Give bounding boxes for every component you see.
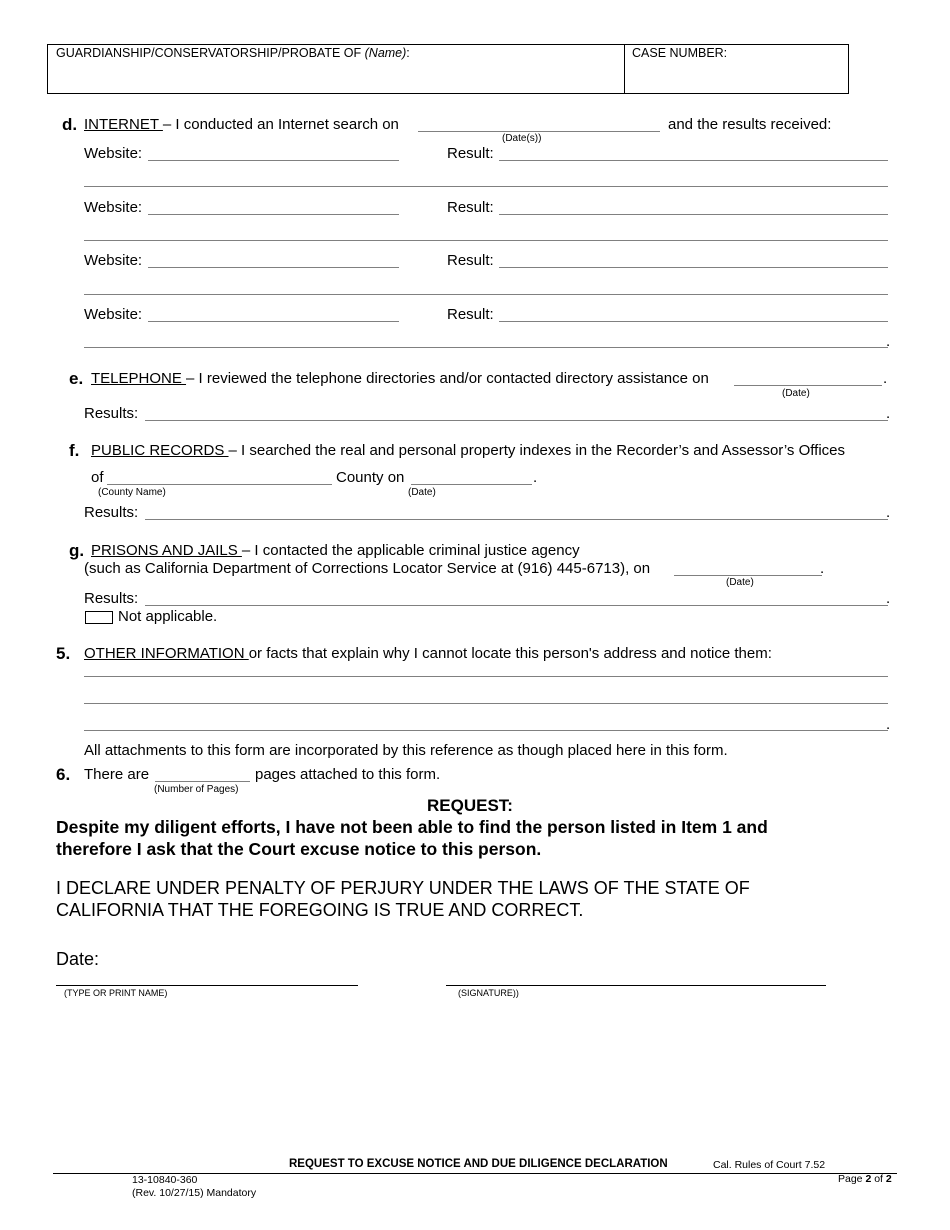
print-name-caption: (TYPE OR PRINT NAME) [64, 988, 168, 998]
page-current: 2 [865, 1173, 872, 1185]
other-information-line[interactable] [84, 730, 888, 731]
declaration-line-2: CALIFORNIA THAT THE FOREGOING IS TRUE AND CORRECT. [56, 900, 584, 920]
website-field[interactable] [148, 214, 399, 215]
website-field[interactable] [148, 160, 399, 161]
item-f-text: – I searched the real and personal property indexes in the Recorder’s and Assessor’s Offices [228, 442, 845, 459]
caption-box [47, 44, 849, 94]
item-5-number: 5. [56, 644, 71, 663]
result-field[interactable] [499, 160, 888, 161]
item-g-letter: g. [69, 541, 85, 560]
website-label: Website: [84, 306, 143, 323]
item-e-letter: e. [69, 369, 84, 388]
caption-prefix: GUARDIANSHIP/CONSERVATORSHIP/PROBATE OF [56, 46, 365, 60]
item-g-text: – I contacted the applicable criminal justice agency [241, 542, 580, 559]
period: . [886, 333, 891, 350]
form-revision: (Rev. 10/27/15) Mandatory [132, 1187, 257, 1199]
item-5-line [84, 645, 772, 662]
telephone-results-label: Results: [84, 405, 139, 422]
telephone-date-caption: (Date) [782, 388, 810, 399]
prisons-results-label: Results: [84, 590, 139, 607]
signature-caption: (SIGNATURE)) [458, 988, 519, 998]
website-label: Website: [84, 145, 143, 162]
telephone-results-field[interactable] [145, 420, 888, 421]
form-number: 13-10840-360 [132, 1174, 198, 1186]
period: . [886, 405, 891, 422]
public-records-date-field[interactable] [411, 484, 532, 485]
result-continuation-line[interactable] [84, 240, 888, 241]
case-number-label: CASE NUMBER: [632, 46, 728, 60]
item-f-letter: f. [69, 441, 80, 460]
period: . [820, 560, 825, 577]
county-name-caption: (County Name) [98, 487, 166, 498]
caption-name-hint: (Name) [364, 46, 407, 60]
result-label: Result: [447, 145, 494, 162]
page-prefix: Page [838, 1173, 866, 1185]
period: . [886, 590, 891, 607]
public-records-results-label: Results: [84, 504, 139, 521]
result-field[interactable] [499, 321, 888, 322]
date-label: Date: [56, 949, 100, 969]
page-indicator [838, 1173, 892, 1185]
public-records-date-caption: (Date) [408, 487, 436, 498]
item-6-suffix: pages attached to this form. [255, 766, 441, 783]
website-field[interactable] [148, 321, 399, 322]
prisons-results-field[interactable] [145, 605, 888, 606]
item-g-line [91, 542, 580, 559]
result-continuation-line[interactable] [84, 294, 888, 295]
period: . [886, 716, 891, 733]
result-continuation-line[interactable] [84, 347, 888, 348]
signature-field[interactable] [446, 985, 826, 986]
print-name-field[interactable] [56, 985, 358, 986]
request-line-1: Despite my diligent efforts, I have not been able to find the person listed in Item 1 and [56, 817, 768, 837]
item-g-text2: (such as California Department of Corrections Locator Service at (916) 445-6713), on [84, 560, 651, 577]
page-total: 2 [885, 1173, 892, 1185]
result-label: Result: [447, 306, 494, 323]
caption-colon: : [406, 46, 410, 60]
telephone-date-field[interactable] [734, 385, 882, 386]
caption-divider [624, 45, 625, 93]
item-d-line [84, 116, 399, 133]
other-information-line[interactable] [84, 703, 888, 704]
item-d-text: – I conducted an Internet search on [162, 116, 399, 133]
county-name-field[interactable] [107, 484, 332, 485]
attachments-note: All attachments to this form are incorporated by this reference as though placed here in this form. [84, 742, 728, 759]
item-g-title: PRISONS AND JAILS [91, 542, 242, 559]
not-applicable-label: Not applicable. [118, 608, 218, 625]
request-line-2: therefore I ask that the Court excuse notice to this person. [56, 839, 542, 859]
internet-search-date-field[interactable] [418, 131, 660, 132]
result-label: Result: [447, 199, 494, 216]
number-of-pages-caption: (Number of Pages) [154, 784, 239, 795]
item-e-text: – I reviewed the telephone directories and/or contacted directory assistance on [186, 370, 709, 387]
item-5-text: or facts that explain why I cannot locate this person's address and notice them: [248, 645, 772, 662]
item-f-line [91, 442, 845, 459]
website-field[interactable] [148, 267, 399, 268]
item-e-title: TELEPHONE [91, 370, 187, 387]
item-6-number: 6. [56, 765, 71, 784]
period: . [886, 504, 891, 521]
item-e-line [91, 370, 709, 387]
number-of-pages-field[interactable] [155, 781, 250, 782]
item-d-title: INTERNET [84, 116, 163, 133]
period: . [883, 370, 888, 387]
result-continuation-line[interactable] [84, 186, 888, 187]
item-5-title: OTHER INFORMATION [84, 645, 249, 662]
period: . [533, 469, 538, 486]
caption-label [56, 46, 410, 60]
of-label: of [91, 469, 104, 486]
not-applicable-checkbox[interactable] [85, 611, 113, 624]
result-field[interactable] [499, 214, 888, 215]
item-d-letter: d. [62, 115, 78, 134]
page-of: of [871, 1173, 886, 1185]
internet-date-caption: (Date(s)) [502, 133, 542, 144]
declaration-line-1: I DECLARE UNDER PENALTY OF PERJURY UNDER THE LAWS OF THE STATE OF [56, 878, 750, 898]
footer-title: REQUEST TO EXCUSE NOTICE AND DUE DILIGENCE DECLARATION [289, 1158, 668, 1170]
county-on-label: County on [336, 469, 405, 486]
prisons-date-field[interactable] [674, 575, 822, 576]
item-f-title: PUBLIC RECORDS [91, 442, 229, 459]
public-records-results-field[interactable] [145, 519, 888, 520]
prisons-date-caption: (Date) [726, 577, 754, 588]
website-label: Website: [84, 199, 143, 216]
result-field[interactable] [499, 267, 888, 268]
result-label: Result: [447, 252, 494, 269]
item-d-tail: and the results received: [668, 116, 832, 133]
item-6-prefix: There are [84, 766, 150, 783]
request-heading: REQUEST: [427, 796, 513, 815]
footer-rule: Cal. Rules of Court 7.52 [713, 1159, 826, 1171]
other-information-line[interactable] [84, 676, 888, 677]
website-label: Website: [84, 252, 143, 269]
